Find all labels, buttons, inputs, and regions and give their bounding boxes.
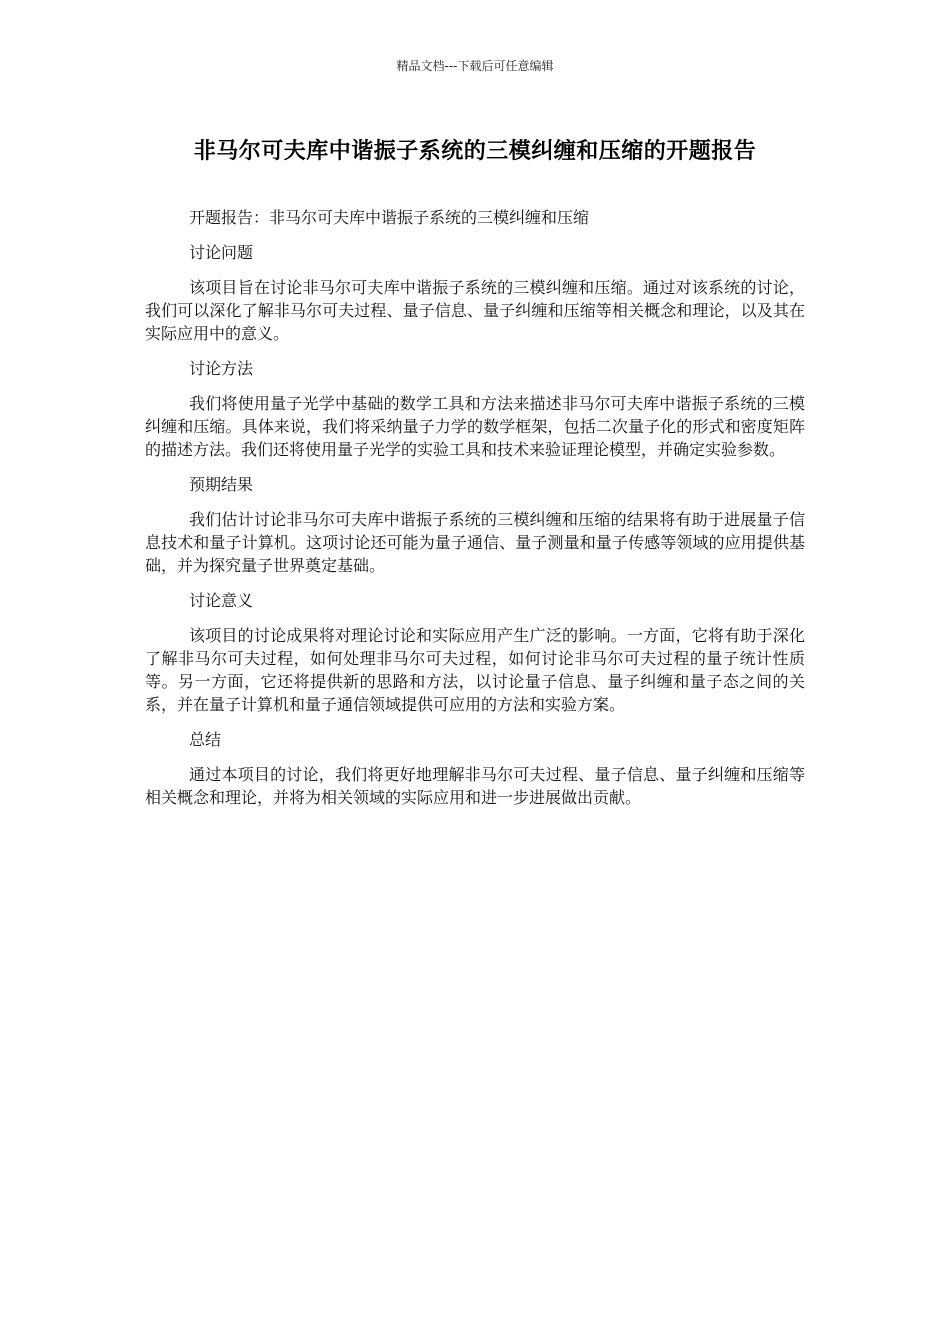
paragraph-significance: 该项目的讨论成果将对理论讨论和实际应用产生广泛的影响。一方面，它将有助于深化了解非马尔可夫过程，如何处理非马尔可夫过程，如何讨论非马尔可夫过程的量子统计性质等。另一方面，它还将提供新的思路和方法，以讨论量子信息、量子纠缠和量子态之间的关系，并在量子计算机和量子通信领域提供可应用的方法和实验方案。 [145,626,805,714]
section-heading-expected-results: 预期结果 [189,475,254,494]
document-body [145,206,805,821]
paragraph-expected-results: 我们估计讨论非马尔可夫库中谐振子系统的三模纠缠和压缩的结果将有助于进展量子信息技术和量子计算机。这项讨论还可能为量子通信、量子测量和量子传感等领域的应用提供基础，并为探究量子世界奠定基础。 [145,510,805,575]
section-heading-significance: 讨论意义 [189,591,254,610]
paragraph-discussion-problem: 该项目旨在讨论非马尔可夫库中谐振子系统的三模纠缠和压缩。通过对该系统的讨论，我们可以深化了解非马尔可夫过程、量子信息、量子纠缠和压缩等相关概念和理论，以及其在实际应用中的意义。 [145,278,805,343]
section-heading-discussion-problem: 讨论问题 [189,243,254,262]
paragraph-method: 我们将使用量子光学中基础的数学工具和方法来描述非马尔可夫库中谐振子系统的三模纠缠和压缩。具体来说，我们将采纳量子力学的数学框架，包括二次量子化的形式和密度矩阵的描述方法。我们还将使用量子光学的实验工具和技术来验证理论模型，并确定实验参数。 [145,394,805,459]
intro-line: 开题报告：非马尔可夫库中谐振子系统的三模纠缠和压缩 [189,208,590,227]
section-heading-summary: 总结 [189,730,222,749]
paragraph-summary: 通过本项目的讨论，我们将更好地理解非马尔可夫过程、量子信息、量子纠缠和压缩等相关概念和理论，并将为相关领域的实际应用和进一步进展做出贡献。 [145,765,805,807]
header-note: 精品文档---下载后可任意编辑 [396,59,554,73]
document-title: 非马尔可夫库中谐振子系统的三模纠缠和压缩的开题报告 [193,139,757,164]
section-heading-method: 讨论方法 [189,359,254,378]
